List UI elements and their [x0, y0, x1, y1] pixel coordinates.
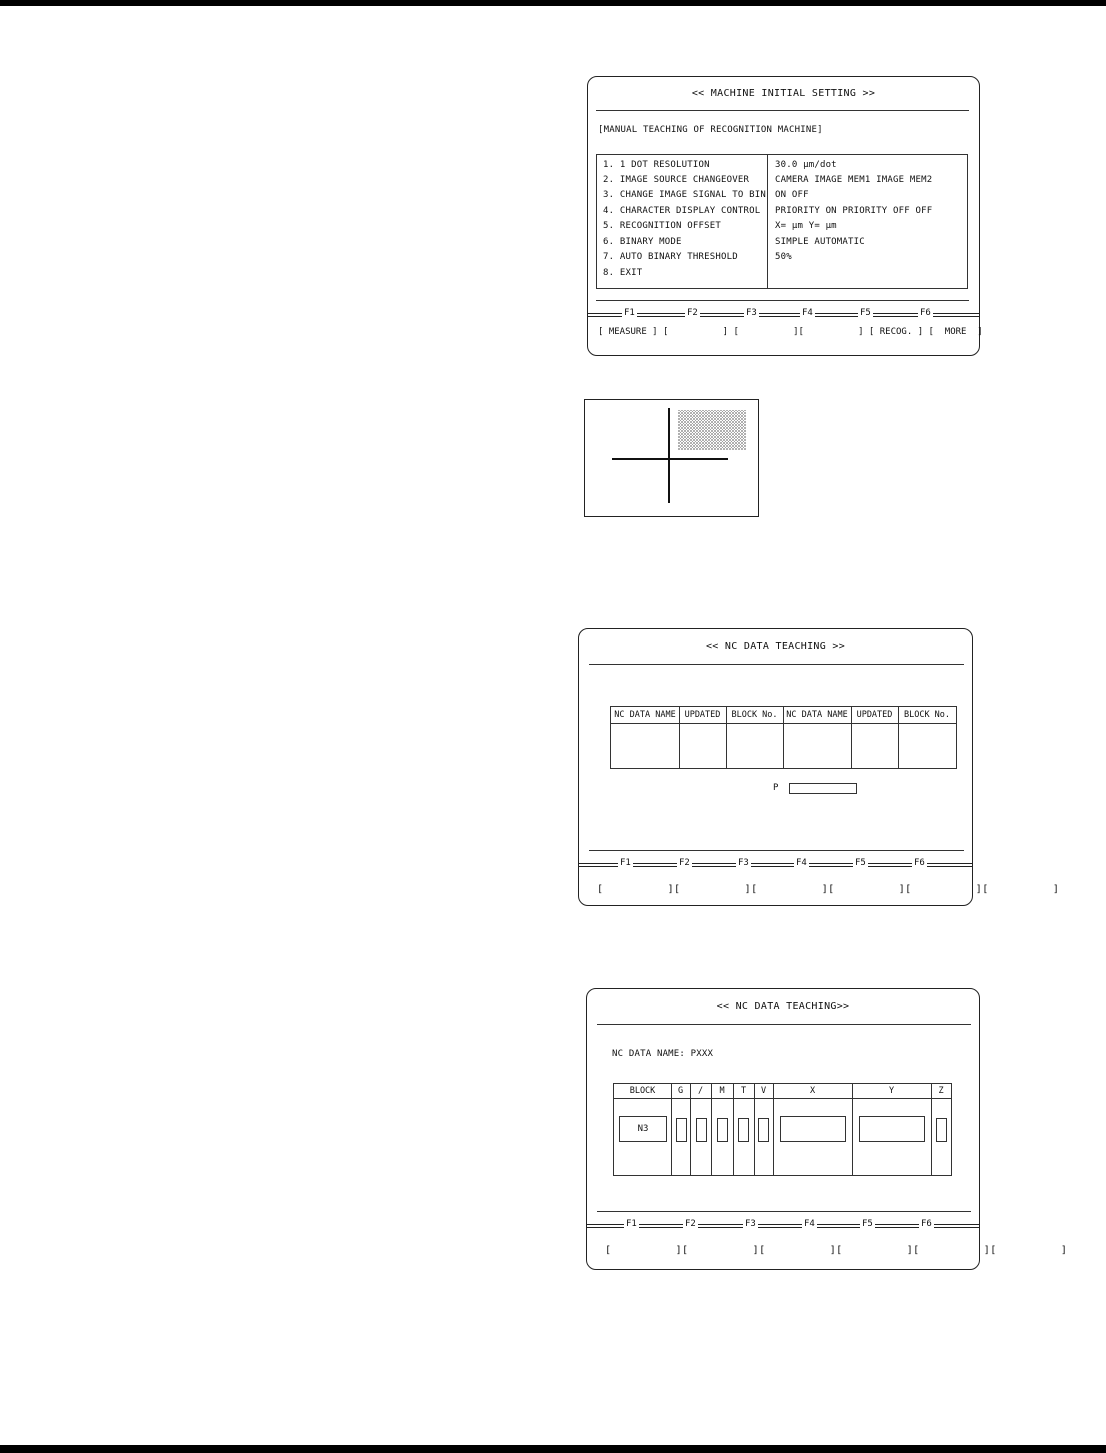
f4-key[interactable]: F4 — [802, 308, 813, 318]
p-input[interactable] — [789, 783, 857, 794]
value-character-display: PRIORITY ON PRIORITY OFF OFF — [775, 206, 933, 216]
settings-panel — [596, 154, 968, 289]
block-field[interactable] — [619, 1116, 667, 1142]
function-key-row — [587, 1219, 979, 1233]
machine-initial-setting-screen — [587, 76, 983, 356]
column-header-block: BLOCK — [629, 1086, 656, 1096]
f2-key[interactable]: F2 — [685, 1219, 696, 1229]
nc-data-name: NC DATA NAME: PXXX — [612, 1049, 714, 1059]
subtitle: [MANUAL TEACHING OF RECOGNITION MACHINE] — [598, 125, 823, 135]
slash-field[interactable] — [696, 1118, 707, 1142]
divider — [589, 664, 964, 665]
menu-item-auto-threshold[interactable]: 7. AUTO BINARY THRESHOLD — [603, 252, 738, 262]
function-key-labels[interactable]: [ MEASURE ] [ ] [ ][ ] [ RECOG. ] [ MORE ] — [598, 327, 983, 337]
value-dot-resolution: 30.0 μm/dot — [775, 160, 837, 170]
f5-key[interactable]: F5 — [862, 1219, 873, 1229]
column-header-t: T — [740, 1086, 747, 1096]
f6-key[interactable]: F6 — [914, 858, 925, 868]
v-field[interactable] — [758, 1118, 769, 1142]
column-header-v: V — [760, 1086, 767, 1096]
column-header-z: Z — [938, 1086, 944, 1096]
divider — [597, 1024, 971, 1025]
menu-item-exit[interactable]: 8. EXIT — [603, 268, 643, 278]
block-edit-table — [613, 1083, 952, 1176]
z-field[interactable] — [936, 1118, 947, 1142]
f4-key[interactable]: F4 — [804, 1219, 815, 1229]
column-header-block-no-2: BLOCK No. — [903, 710, 951, 720]
f3-key[interactable]: F3 — [746, 308, 757, 318]
function-key-labels[interactable]: [ ][ ][ ][ ][ ][ ] — [597, 884, 1060, 895]
f4-key[interactable]: F4 — [796, 858, 807, 868]
column-header-m: M — [719, 1086, 725, 1096]
column-header-y: Y — [888, 1086, 895, 1096]
f1-key[interactable]: F1 — [620, 858, 631, 868]
menu-item-binary-mode[interactable]: 6. BINARY MODE — [603, 237, 682, 247]
page-title: << MACHINE INITIAL SETTING >> — [691, 88, 876, 99]
column-header-slash: / — [697, 1086, 704, 1096]
f2-key[interactable]: F2 — [679, 858, 690, 868]
crosshair-display — [584, 399, 759, 517]
page-title: << NC DATA TEACHING >> — [705, 641, 846, 652]
top-rule — [0, 0, 1106, 6]
column-header-nc-data-name-2: NC DATA NAME — [786, 710, 848, 720]
column-header-g: G — [677, 1086, 684, 1096]
menu-item-image-source[interactable]: 2. IMAGE SOURCE CHANGEOVER — [603, 175, 750, 185]
value-image-source: CAMERA IMAGE MEM1 IMAGE MEM2 — [775, 175, 933, 185]
crosshair-graphic — [585, 400, 758, 516]
bottom-rule — [0, 1445, 1106, 1453]
function-key-row — [579, 858, 972, 872]
f3-key[interactable]: F3 — [745, 1219, 756, 1229]
f6-key[interactable]: F6 — [921, 1219, 932, 1229]
f1-key[interactable]: F1 — [624, 308, 635, 318]
function-key-row — [588, 308, 979, 322]
t-field[interactable] — [738, 1118, 749, 1142]
image-area-shading — [678, 410, 746, 450]
panel-divider — [767, 155, 768, 288]
block-field-value: N3 — [637, 1124, 649, 1134]
value-image-signal: ON OFF — [775, 190, 809, 200]
divider — [597, 1211, 971, 1212]
y-field[interactable] — [859, 1116, 925, 1142]
nc-data-teaching-list-screen — [578, 628, 1060, 906]
f6-key[interactable]: F6 — [920, 308, 931, 318]
column-header-updated-2: UPDATED — [856, 710, 893, 720]
page-title: << NC DATA TEACHING>> — [716, 1001, 850, 1012]
function-key-labels[interactable]: [ ][ ][ ][ ][ ][ ] — [605, 1245, 1068, 1256]
value-binary-mode: SIMPLE AUTOMATIC — [775, 237, 865, 247]
f3-key[interactable]: F3 — [738, 858, 749, 868]
menu-item-recognition-offset[interactable]: 5. RECOGNITION OFFSET — [603, 221, 721, 231]
column-header-block-no: BLOCK No. — [731, 710, 778, 720]
column-header-updated: UPDATED — [684, 710, 721, 720]
g-field[interactable] — [676, 1118, 687, 1142]
f2-key[interactable]: F2 — [687, 308, 698, 318]
value-recognition-offset: X= μm Y= μm — [775, 221, 837, 231]
m-field[interactable] — [717, 1118, 728, 1142]
nc-data-table — [610, 706, 957, 769]
menu-item-character-display[interactable]: 4. CHARACTER DISPLAY CONTROL — [603, 206, 761, 216]
nc-data-teaching-block-screen — [586, 988, 1068, 1270]
divider — [596, 300, 969, 301]
f1-key[interactable]: F1 — [626, 1219, 637, 1229]
f5-key[interactable]: F5 — [860, 308, 871, 318]
column-header-nc-data-name: NC DATA NAME — [614, 710, 676, 720]
menu-item-dot-resolution[interactable]: 1. 1 DOT RESOLUTION — [603, 160, 710, 170]
f5-key[interactable]: F5 — [855, 858, 866, 868]
divider — [589, 850, 964, 851]
column-header-x: X — [809, 1086, 816, 1096]
x-field[interactable] — [780, 1116, 846, 1142]
value-auto-threshold: 50% — [775, 252, 792, 262]
p-label: P — [773, 783, 779, 793]
menu-item-image-signal[interactable]: 3. CHANGE IMAGE SIGNAL TO BIN — [603, 190, 766, 200]
divider — [596, 110, 969, 111]
